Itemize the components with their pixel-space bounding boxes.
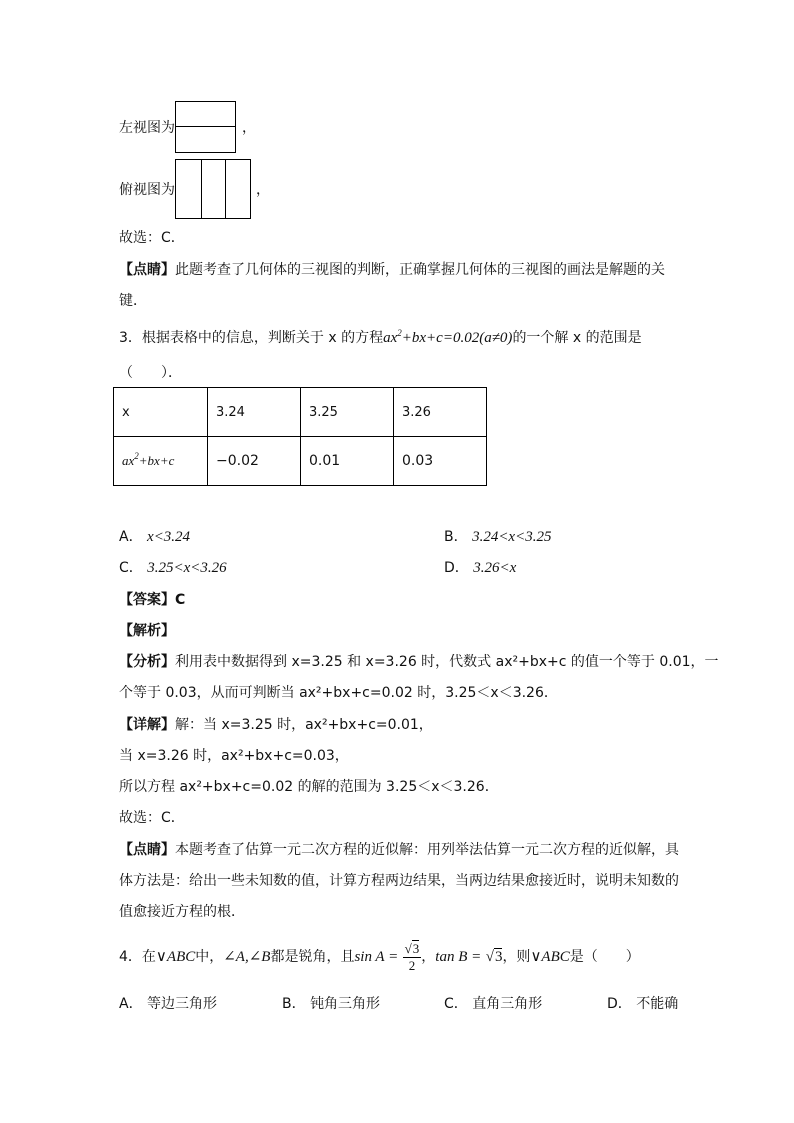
q3-detail-line2: 当 x=3.26 时，ax²+bx+c=0.03， xyxy=(119,748,349,764)
q3-fenxi-line2: 个等于 0.03，从而可判断当 ax²+bx+c=0.02 时，3.25＜x＜3.26． xyxy=(119,685,558,701)
q3-eq-rest: +bx+c=0.02 xyxy=(401,330,480,346)
option-key: D． xyxy=(444,560,469,576)
q4-tan-value-radicand: 3 xyxy=(494,949,503,965)
q4-option-a xyxy=(119,994,217,1014)
q4-tan-value: √3 xyxy=(485,949,503,965)
option-key: B． xyxy=(282,996,306,1012)
table-row xyxy=(114,388,487,437)
q3-note-line3: 值愈接近方程的根． xyxy=(119,904,245,920)
q4-tail: 是（ ） xyxy=(569,949,640,965)
q2-note-line2: 键． xyxy=(119,293,147,309)
q3-option-d xyxy=(444,558,516,578)
left-view-divider xyxy=(176,126,235,127)
q3-value-table xyxy=(113,387,487,486)
q4-option-b xyxy=(282,994,380,1014)
option-key: D． xyxy=(607,996,632,1012)
table-value-326: 0.03 xyxy=(394,437,487,486)
q3-note-line1 xyxy=(119,840,679,860)
option-text: 钝角三角形 xyxy=(310,996,381,1012)
q4-prefix: 4．在 xyxy=(119,949,156,965)
left-view-comma: ， xyxy=(242,120,256,136)
q2-answer: 故选：C． xyxy=(119,230,185,246)
q3-fenxi-line1 xyxy=(119,652,719,672)
left-view-label: 左视图为 xyxy=(119,120,175,136)
q3-option-b xyxy=(444,527,551,547)
q4-frac-num: √3 xyxy=(404,940,420,956)
q4-option-d xyxy=(607,994,678,1014)
option-text: 直角三角形 xyxy=(472,996,543,1012)
q4-frac-num-value: 3 xyxy=(412,940,420,956)
q3-suffix: 的一个解 x 的范围是 xyxy=(512,330,642,346)
q4-mid1: 中， xyxy=(195,949,224,965)
q3-analysis-tag: 【解析】 xyxy=(119,623,175,639)
q3-prefix: 3．根据表格中的信息，判断关于 x 的方程 xyxy=(119,330,384,346)
q4-frac-den: 2 xyxy=(408,957,416,973)
note-text: 本题考查了估算一元二次方程的近似解：用列举法估算一元二次方程的近似解，具 xyxy=(175,842,679,858)
q4-tan-b: tan B = xyxy=(435,949,482,965)
option-text: 等边三角形 xyxy=(147,996,218,1012)
fenxi-tag: 【分析】 xyxy=(119,654,175,670)
q4-angles: ∠A,∠B xyxy=(223,949,271,965)
q4-triangle: ∨ABC xyxy=(155,949,196,965)
q3-blank: （ ）． xyxy=(119,365,182,381)
q3-eq-cond: (a≠0) xyxy=(479,330,513,346)
option-key: C． xyxy=(444,996,468,1012)
q4-triangle-2: ∨ABC xyxy=(530,949,570,965)
table-value-325: 0.01 xyxy=(301,437,394,486)
q4-stem xyxy=(119,938,640,976)
option-text: 3.25<x<3.26 xyxy=(147,560,227,576)
table-header-326: 3.26 xyxy=(394,388,487,437)
option-text: 不能确 xyxy=(636,996,679,1012)
table-row-label-a: ax xyxy=(122,453,135,468)
q4-mid2: 都是锐角，且 xyxy=(270,949,355,965)
top-view-comma: ， xyxy=(256,182,270,198)
note-tag: 【点睛】 xyxy=(119,842,175,858)
q4-mid3: ，则 xyxy=(502,949,531,965)
table-header-325: 3.25 xyxy=(301,388,394,437)
q2-note-text: 此题考查了几何体的三视图的判断，正确掌握几何体的三视图的画法是解题的关 xyxy=(175,262,665,278)
q3-answer: 故选：C． xyxy=(119,810,185,826)
q3-eq-a: ax xyxy=(383,330,398,346)
table-row-label-rest: +bx+c xyxy=(138,453,175,468)
q4-fraction xyxy=(403,941,422,974)
detail-text: 解：当 x=3.25 时，ax²+bx+c=0.01， xyxy=(175,717,433,733)
q3-answer-tag: 【答案】C xyxy=(119,592,186,608)
option-text: 3.24<x<3.25 xyxy=(472,529,552,545)
top-view-label: 俯视图为 xyxy=(119,182,175,198)
q4-comma: ， xyxy=(421,949,436,965)
q3-detail-line1 xyxy=(119,715,433,735)
q2-note-tag: 【点睛】 xyxy=(119,262,175,278)
option-text: 3.26<x xyxy=(473,560,517,576)
table-row-label: $ax^2+bx+c$ xyxy=(114,437,208,486)
q3-detail-line3: 所以方程 ax²+bx+c=0.02 的解的范围为 3.25＜x＜3.26． xyxy=(119,779,499,795)
q3-note-line2: 体方法是：给出一些未知数的值，计算方程两边结果，当两边结果愈接近时，说明未知数的 xyxy=(119,873,679,889)
q3-equation: $ax^2+bx+c=0.02(a\ne 0)$ xyxy=(383,328,513,346)
q4-sin-a: sin A = xyxy=(354,949,399,965)
top-view-figure xyxy=(175,159,251,219)
top-view-divider-right xyxy=(225,160,226,218)
q4-option-c xyxy=(444,994,542,1014)
top-view-divider-left xyxy=(201,160,202,218)
fenxi-text: 利用表中数据得到 x=3.25 和 x=3.26 时，代数式 ax²+bx+c 的值一个等于 0.01，一 xyxy=(175,654,719,670)
q3-option-a xyxy=(119,527,190,547)
detail-tag: 【详解】 xyxy=(119,717,175,733)
option-key: A． xyxy=(119,529,143,545)
option-text: x<3.24 xyxy=(147,529,191,545)
option-key: C． xyxy=(119,560,143,576)
q3-option-c xyxy=(119,558,227,578)
table-header-x: x xyxy=(114,388,208,437)
q3-stem xyxy=(119,328,642,348)
option-key: B． xyxy=(444,529,468,545)
table-row xyxy=(114,437,487,486)
table-header-324: 3.24 xyxy=(208,388,301,437)
left-view-figure xyxy=(175,101,236,153)
q2-note-line1 xyxy=(119,260,665,280)
option-key: A． xyxy=(119,996,143,1012)
table-value-324: −0.02 xyxy=(208,437,301,486)
